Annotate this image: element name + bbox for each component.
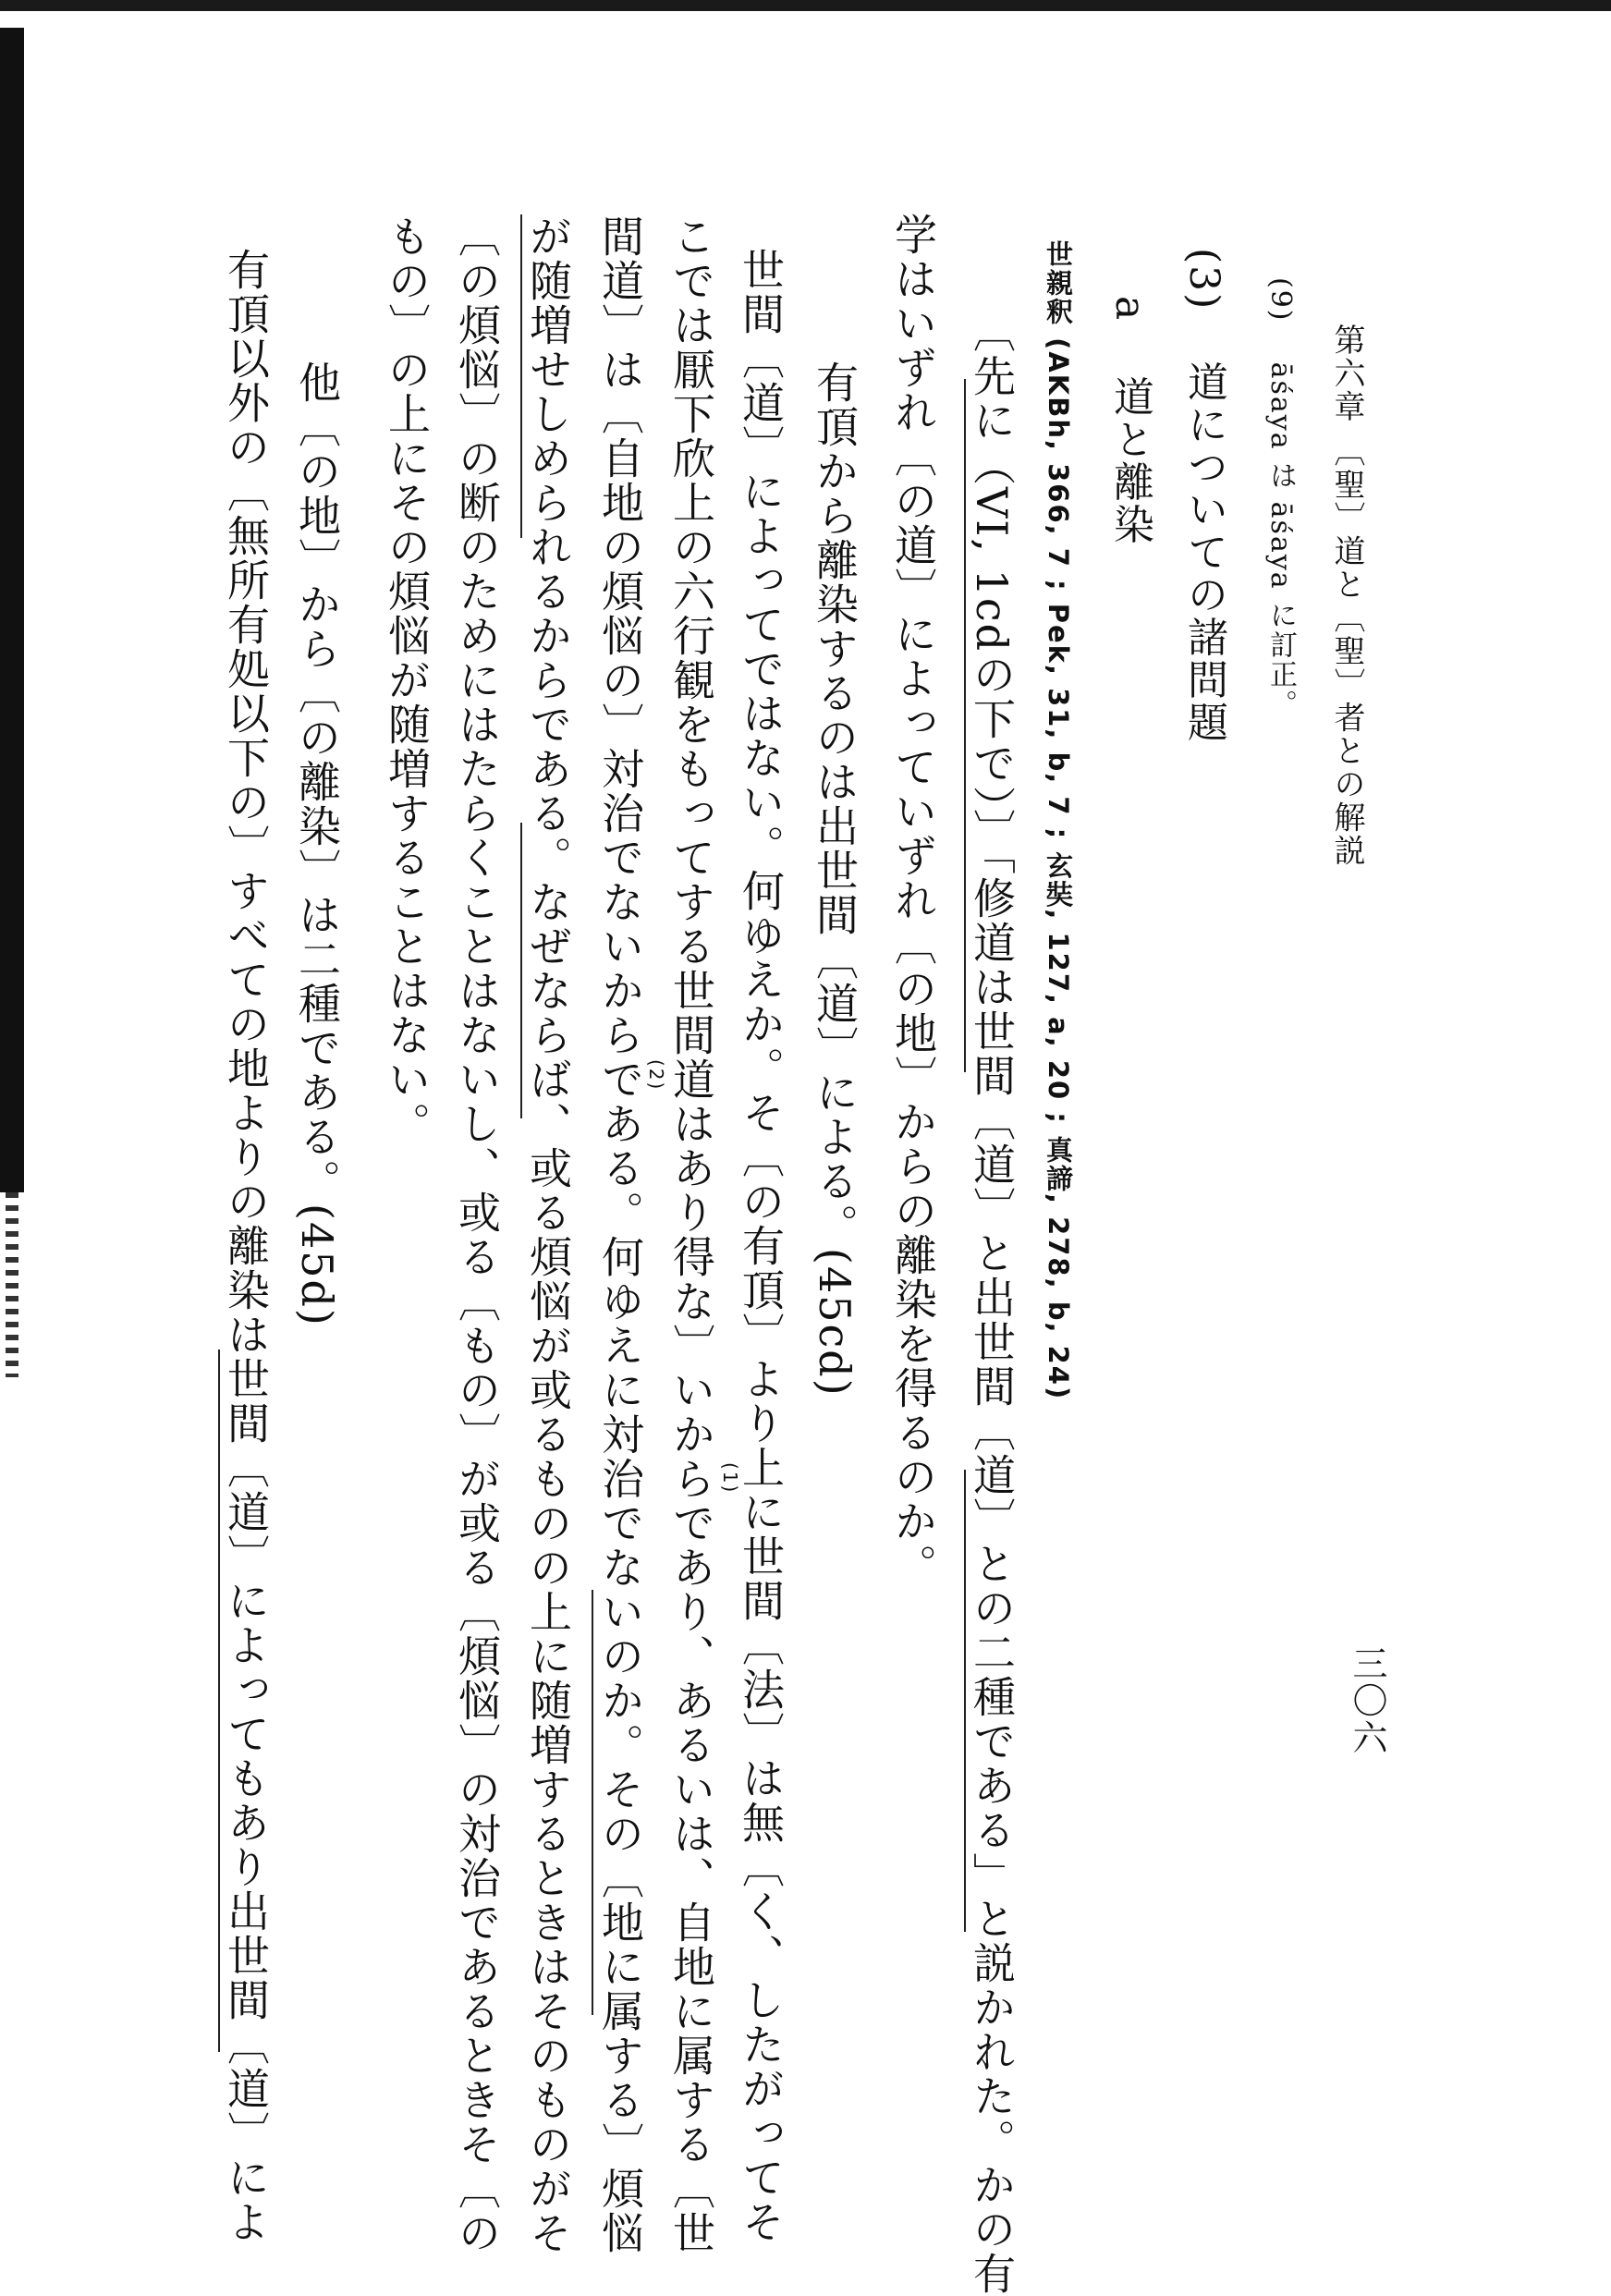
verse-1: 有頂から離染するのは出世間〔道〕による。(45cd)	[810, 360, 860, 1398]
scan-left-edge	[0, 28, 24, 1192]
body-line-5: 間道〕は〔自地の煩悩の〕対治でないからである。何ゆえに対治でないのか。その〔地に属する〕煩悩	[595, 214, 645, 2255]
body-line-1: 〔先に（VI, 1cdの下で）〕「修道は世間〔道〕と出世間〔道〕との二種である」と説かれた。かの有	[967, 310, 1017, 2296]
subsection-heading	[1106, 296, 1153, 546]
body-line-7: 〔の煩悩〕の断のためにはたらくことはないし、或る〔もの〕が或る〔煩悩〕の対治であるときそ〔の	[452, 214, 502, 2255]
scan-top-edge	[0, 0, 1611, 11]
hand-underline-6	[218, 1350, 220, 2052]
footnote-ref-2: (2)	[645, 1059, 667, 1092]
footnote-ref-1: (1)	[719, 1462, 741, 1495]
body-line-2: 学はいずれ〔の道〕によっていずれ〔の地〕からの離染を得るのか。	[888, 213, 938, 1588]
verse-2: 他〔の地〕から〔の離染〕は二種である。(45d)	[292, 360, 342, 1327]
running-title: 第六章 〔聖〕道と〔聖〕者との解説	[1328, 324, 1365, 868]
note-marker: (9)	[1264, 277, 1297, 323]
hand-underline-1	[964, 379, 966, 1072]
note-block	[1264, 277, 1297, 720]
body-line-6: が随増せしめられるからである。なぜならば、或る煩悩が或るものの上に随増するときはそのものがそ	[523, 214, 573, 2255]
body-line-4: こでは厭下欣上の六行観をもってする世間道はあり得な〕いからであり、あるいは、自地に属する〔世	[666, 214, 716, 2255]
section-title: 道についての諸問題	[1180, 360, 1227, 744]
scan-left-edge-noise	[6, 1192, 18, 1377]
subsection-letter: a	[1106, 296, 1153, 323]
subsection-title: 道と離染	[1106, 375, 1153, 546]
page-number: 三〇六	[1347, 1645, 1387, 1756]
note-text: āśaya は āśaya に訂正。	[1264, 361, 1297, 720]
hand-underline-5	[520, 823, 522, 1118]
hand-underline-2	[964, 1470, 966, 1932]
body-line-8: もの〕の上にその煩悩が随増することはない。	[382, 214, 432, 1146]
body-line-3: 世間〔道〕によってではない。何ゆえか。そ〔の有頂〕より上に世間〔法〕は無〔く、したがってそ	[736, 248, 786, 2244]
source-citation: 世親釈 (AKBh, 366, 7 ; Pek, 31, b, 7 ; 玄奘, 127, a, 20 ; 真諦, 278, b, 24)	[1043, 240, 1074, 1401]
body-line-last: 有頂以外の〔無所有処以下の〕すべての地よりの離染は世間〔道〕によってもあり出世間〔道〕によ	[221, 248, 271, 2244]
hand-underline-3	[592, 1590, 593, 2015]
section-number: (3)	[1180, 248, 1227, 311]
section-heading	[1180, 248, 1227, 744]
hand-underline-4	[520, 214, 522, 538]
